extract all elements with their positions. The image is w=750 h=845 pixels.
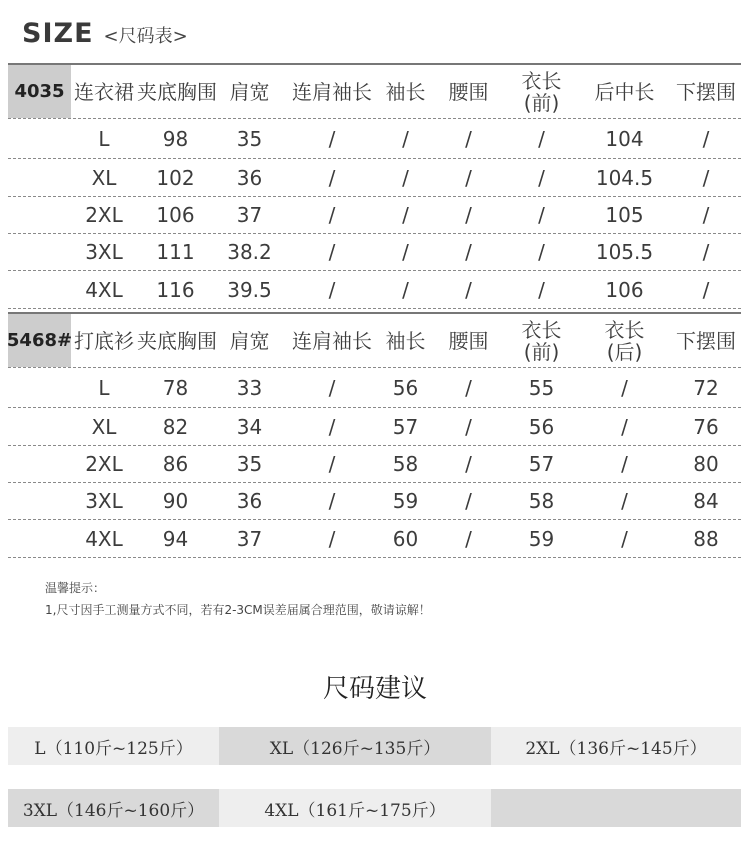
table-cell: 57 [392, 414, 419, 439]
table-row [8, 520, 741, 558]
table-cell: / [465, 277, 472, 302]
table-cell: 116 [156, 277, 195, 302]
header-cell: 衣长 (后) [604, 317, 645, 364]
table-cell: 57 [528, 452, 555, 476]
header-cell: 下摆围 [676, 79, 736, 104]
table-cell: / [702, 240, 710, 264]
table-cell: 38.2 [227, 240, 272, 264]
title-main: SIZE [22, 18, 94, 49]
table-cell: / [328, 126, 336, 151]
header-cell: 衣长 (前) [521, 317, 562, 364]
table-cell: / [402, 165, 409, 190]
header-cell: 下摆围 [676, 328, 736, 353]
table-cell: / [402, 126, 409, 151]
advice-item: 4XL（161斤~175斤） [219, 789, 491, 827]
table-cell: 33 [236, 375, 263, 400]
table-cell: 78 [162, 375, 189, 400]
table-cell: / [402, 277, 409, 302]
table-row [8, 408, 741, 446]
table-cell: / [465, 526, 472, 551]
table-cell: 35 [236, 126, 263, 151]
header-cell: 腰围 [448, 328, 489, 353]
table-cell: 55 [528, 375, 555, 400]
advice-item: 3XL（146斤~160斤） [8, 789, 219, 827]
table-cell: / [621, 375, 628, 400]
table-cell: 106 [605, 277, 644, 302]
table-cell: / [621, 526, 628, 551]
table-cell: 56 [528, 414, 555, 439]
table-cell: 98 [162, 126, 189, 151]
table-cell: 106 [156, 203, 195, 227]
table-cell: 36 [236, 165, 263, 190]
advice-item: L（110斤~125斤） [8, 727, 219, 765]
table-cell: 58 [528, 489, 555, 513]
header-cell: 打底衫 [74, 328, 134, 353]
table-cell: 102 [156, 165, 195, 190]
table-cell: / [702, 203, 710, 227]
table-cell: / [538, 203, 545, 227]
size-table-5468 [8, 312, 741, 558]
notes [45, 577, 431, 621]
table-cell: 37 [236, 526, 263, 551]
notes-line-1: 1,尺寸因手工测量方式不同，若有2-3CM误差届属合理范围，敬请谅解！ [45, 603, 431, 617]
table-cell: / [328, 203, 336, 227]
table-cell: / [702, 277, 710, 302]
table-cell: 59 [392, 489, 419, 513]
table-cell: / [465, 375, 472, 400]
table-row [8, 234, 741, 271]
table-cell: XL [91, 414, 117, 439]
header-cell: 袖长 [385, 79, 426, 104]
table-row [8, 119, 741, 159]
table-cell: 104.5 [595, 165, 654, 190]
table-header-row [8, 312, 741, 368]
table-row [8, 483, 741, 520]
table-cell: 3XL [85, 240, 123, 264]
advice-title: 尺码建议 [322, 674, 427, 704]
table-cell: 59 [528, 526, 555, 551]
table-cell: 4XL [85, 526, 123, 551]
table-row [8, 446, 741, 483]
table-cell: / [702, 165, 710, 190]
table-cell: / [328, 452, 336, 476]
table-cell: / [465, 414, 472, 439]
header-cell: 连肩袖长 [292, 328, 372, 353]
table-cell: / [465, 452, 472, 476]
table-row [8, 197, 741, 234]
table-cell: L [98, 375, 110, 400]
header-cell: 连肩袖长 [292, 79, 372, 104]
table-cell: 104 [605, 126, 644, 151]
table-cell: 76 [693, 414, 719, 439]
header-cell: 衣长 (前) [521, 68, 562, 115]
table-cell: 2XL [85, 452, 123, 476]
table-cell: 3XL [85, 489, 123, 513]
header-cell: 肩宽 [229, 79, 270, 104]
table-cell: 34 [236, 414, 263, 439]
table-cell: 60 [392, 526, 419, 551]
table-cell: 105 [605, 203, 644, 227]
table-cell: 94 [162, 526, 189, 551]
table-cell: / [465, 240, 472, 264]
header-cell: 连衣裙 [74, 79, 134, 104]
table-cell: / [621, 414, 628, 439]
advice-item: XL（126斤~135斤） [219, 727, 491, 765]
table-row [8, 271, 741, 309]
table-cell: / [538, 277, 545, 302]
table-cell: 84 [693, 489, 719, 513]
table-cell: 39.5 [227, 277, 272, 302]
table-cell: 58 [392, 452, 419, 476]
table-cell: / [538, 165, 545, 190]
table-cell: L [98, 126, 110, 151]
table-cell: / [465, 203, 472, 227]
table-cell: / [402, 203, 409, 227]
table-cell: 37 [236, 203, 263, 227]
title-sub: <尺码表> [103, 26, 188, 47]
table-cell: / [328, 489, 336, 513]
header-cell: 肩宽 [229, 328, 270, 353]
table-cell: 2XL [85, 203, 123, 227]
table-cell: 90 [162, 489, 189, 513]
table-cell: 82 [162, 414, 189, 439]
table-cell: 111 [156, 240, 195, 264]
size-table-4035 [8, 63, 741, 309]
table-header-row [8, 63, 741, 119]
table-cell: 88 [693, 526, 719, 551]
table-cell: / [328, 526, 336, 551]
header-cell: 夹底胸围 [137, 79, 217, 104]
table-cell: 105.5 [595, 240, 654, 264]
table-cell: / [328, 414, 336, 439]
table-row [8, 368, 741, 408]
table-cell: / [621, 489, 628, 513]
size-chart-title [22, 18, 188, 54]
header-cell: 袖长 [385, 328, 426, 353]
table-cell: 4XL [85, 277, 123, 302]
table-row [8, 159, 741, 197]
table-cell: / [465, 126, 472, 151]
header-cell: 夹底胸围 [137, 328, 217, 353]
table-cell: / [621, 452, 628, 476]
table-cell: / [328, 277, 336, 302]
table-cell: XL [91, 165, 117, 190]
table-cell: / [465, 489, 472, 513]
style-code: 4035 [8, 65, 71, 118]
table-cell: 86 [162, 452, 189, 476]
table-cell: / [465, 165, 472, 190]
advice-item-empty [491, 789, 741, 827]
table-cell: / [702, 126, 710, 151]
header-cell: 腰围 [448, 79, 489, 104]
header-cell: 后中长 [594, 79, 655, 104]
table-cell: / [328, 165, 336, 190]
notes-heading: 温馨提示： [45, 581, 106, 595]
table-cell: / [328, 375, 336, 400]
advice-item: 2XL（136斤~145斤） [491, 727, 741, 765]
table-cell: / [328, 240, 336, 264]
table-cell: / [402, 240, 409, 264]
table-cell: 35 [236, 452, 263, 476]
table-cell: 56 [392, 375, 419, 400]
table-cell: 80 [693, 452, 719, 476]
table-cell: / [538, 126, 545, 151]
style-code: 5468# [8, 314, 71, 367]
table-cell: / [538, 240, 545, 264]
table-cell: 36 [236, 489, 263, 513]
table-cell: 72 [693, 375, 719, 400]
